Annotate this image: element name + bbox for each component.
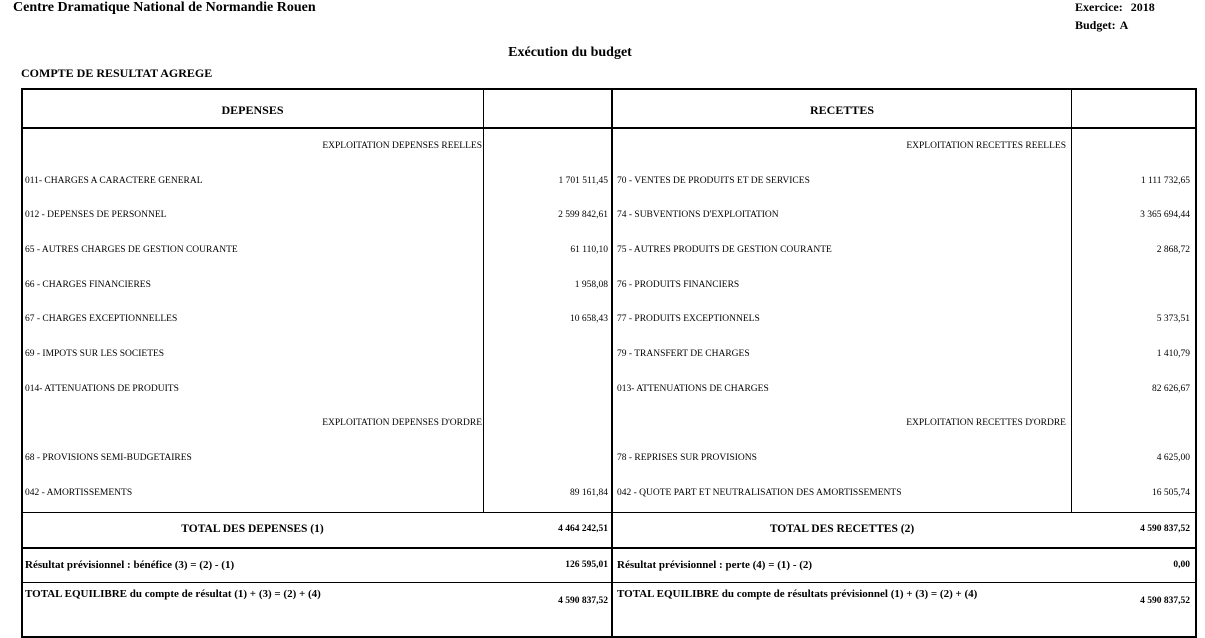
page-title: Exécution du budget: [508, 45, 632, 60]
exercice-info: [1075, 0, 1155, 15]
depense-row-label: 68 - PROVISIONS SEMI-BUDGETAIRES: [25, 453, 192, 463]
recette-row-value: 5 373,51: [1156, 314, 1190, 324]
depense-row-label: 67 - CHARGES EXCEPTIONNELLES: [25, 314, 178, 324]
recette-row-value: 4 625,00: [1156, 453, 1190, 463]
depense-row-value: 1 701 511,45: [558, 176, 608, 186]
recette-row-value: 3 365 694,44: [1140, 210, 1190, 220]
recette-row-label: 70 - VENTES DE PRODUITS ET DE SERVICES: [617, 176, 810, 186]
recette-row-value: [1076, 278, 1190, 292]
divider: [611, 89, 613, 638]
depense-row-value: 10 658,43: [570, 314, 608, 324]
depense-row-label: 69 - IMPOTS SUR LES SOCIETES: [25, 349, 165, 359]
total-recettes-label: TOTAL DES RECETTES (2): [769, 523, 915, 535]
divider: [483, 89, 484, 513]
recettes-section-ordre: EXPLOITATION RECETTES D'ORDRE: [906, 418, 1066, 428]
resultat-benefice-value: 126 595,01: [565, 560, 608, 570]
recette-row-label: 74 - SUBVENTIONS D'EXPLOITATION: [617, 210, 779, 220]
total-depenses-label: TOTAL DES DEPENSES (1): [181, 523, 324, 535]
recette-row-value: 16 505,74: [1152, 488, 1190, 498]
section-subtitle: COMPTE DE RESULTAT AGREGE: [21, 66, 213, 80]
budget-table-frame: [21, 88, 1197, 638]
equilibre-depenses-label: TOTAL EQUILIBRE du compte de résultat (1) + (3) = (2) + (4): [25, 588, 321, 600]
depense-row-value: [490, 382, 608, 396]
depense-row-label: 011- CHARGES A CARACTERE GENERAL: [25, 176, 203, 186]
divider: [22, 547, 1196, 549]
total-depenses-value: 4 464 242,51: [558, 524, 608, 534]
depenses-section-ordre: EXPLOITATION DEPENSES D'ORDRE: [322, 418, 482, 428]
recettes-section-reelles: EXPLOITATION RECETTES REELLES: [906, 141, 1066, 151]
equilibre-depenses-value: 4 590 837,52: [558, 596, 608, 606]
resultat-perte-value: 0,00: [1173, 560, 1190, 570]
total-recettes-value: 4 590 837,52: [1140, 524, 1190, 534]
budget-label: Budget:: [1075, 18, 1116, 32]
equilibre-recettes-label: TOTAL EQUILIBRE du compte de résultats prévisionnel (1) + (3) = (2) + (4): [617, 588, 978, 600]
resultat-perte-label: Résultat prévisionnel : perte (4) = (1) - (2): [617, 559, 813, 571]
recette-row-value: 1 111 732,65: [1140, 176, 1190, 186]
recettes-header: RECETTES: [809, 103, 875, 117]
depense-row-label: 014- ATTENUATIONS DE PRODUITS: [25, 384, 179, 394]
depense-row-value: 2 599 842,61: [558, 210, 608, 220]
recette-row-label: 76 - PRODUITS FINANCIERS: [617, 280, 740, 290]
depenses-section-reelles: EXPLOITATION DEPENSES REELLES: [322, 141, 482, 151]
recette-row-value: 2 868,72: [1156, 245, 1190, 255]
recette-row-label: 013- ATTENUATIONS DE CHARGES: [617, 384, 769, 394]
depense-row-value: 1 958,08: [574, 280, 608, 290]
organization-name: Centre Dramatique National de Normandie Rouen: [13, 0, 316, 15]
recette-row-label: 79 - TRANSFERT DE CHARGES: [617, 349, 750, 359]
divider: [22, 582, 1196, 583]
exercice-value: 2018: [1130, 0, 1155, 14]
depense-row-value: 89 161,84: [570, 488, 608, 498]
depense-row-value: 61 110,10: [570, 245, 608, 255]
recette-row-value: 82 626,67: [1152, 384, 1190, 394]
recette-row-value: 1 410,79: [1156, 349, 1190, 359]
depense-row-label: 012 - DEPENSES DE PERSONNEL: [25, 210, 167, 220]
recette-row-label: 77 - PRODUITS EXCEPTIONNELS: [617, 314, 760, 324]
divider: [22, 127, 1196, 129]
budget-value: A: [1119, 18, 1129, 32]
depense-row-value: [490, 347, 608, 361]
recette-row-label: 75 - AUTRES PRODUITS DE GESTION COURANTE: [617, 245, 832, 255]
divider: [22, 512, 1196, 513]
depense-row-label: 66 - CHARGES FINANCIERES: [25, 280, 151, 290]
recette-row-label: 78 - REPRISES SUR PROVISIONS: [617, 453, 757, 463]
depenses-header: DEPENSES: [221, 103, 284, 117]
budget-info: [1075, 18, 1128, 33]
equilibre-recettes-value: 4 590 837,52: [1140, 596, 1190, 606]
depense-row-label: 65 - AUTRES CHARGES DE GESTION COURANTE: [25, 245, 238, 255]
exercice-label: Exercice:: [1075, 0, 1123, 14]
depense-row-label: 042 - AMORTISSEMENTS: [25, 488, 133, 498]
depense-row-value: [490, 451, 608, 465]
divider: [1071, 89, 1072, 513]
resultat-benefice-label: Résultat prévisionnel : bénéfice (3) = (2) - (1): [25, 559, 235, 571]
recette-row-label: 042 - QUOTE PART ET NEUTRALISATION DES AMORTISSEMENTS: [617, 488, 902, 498]
